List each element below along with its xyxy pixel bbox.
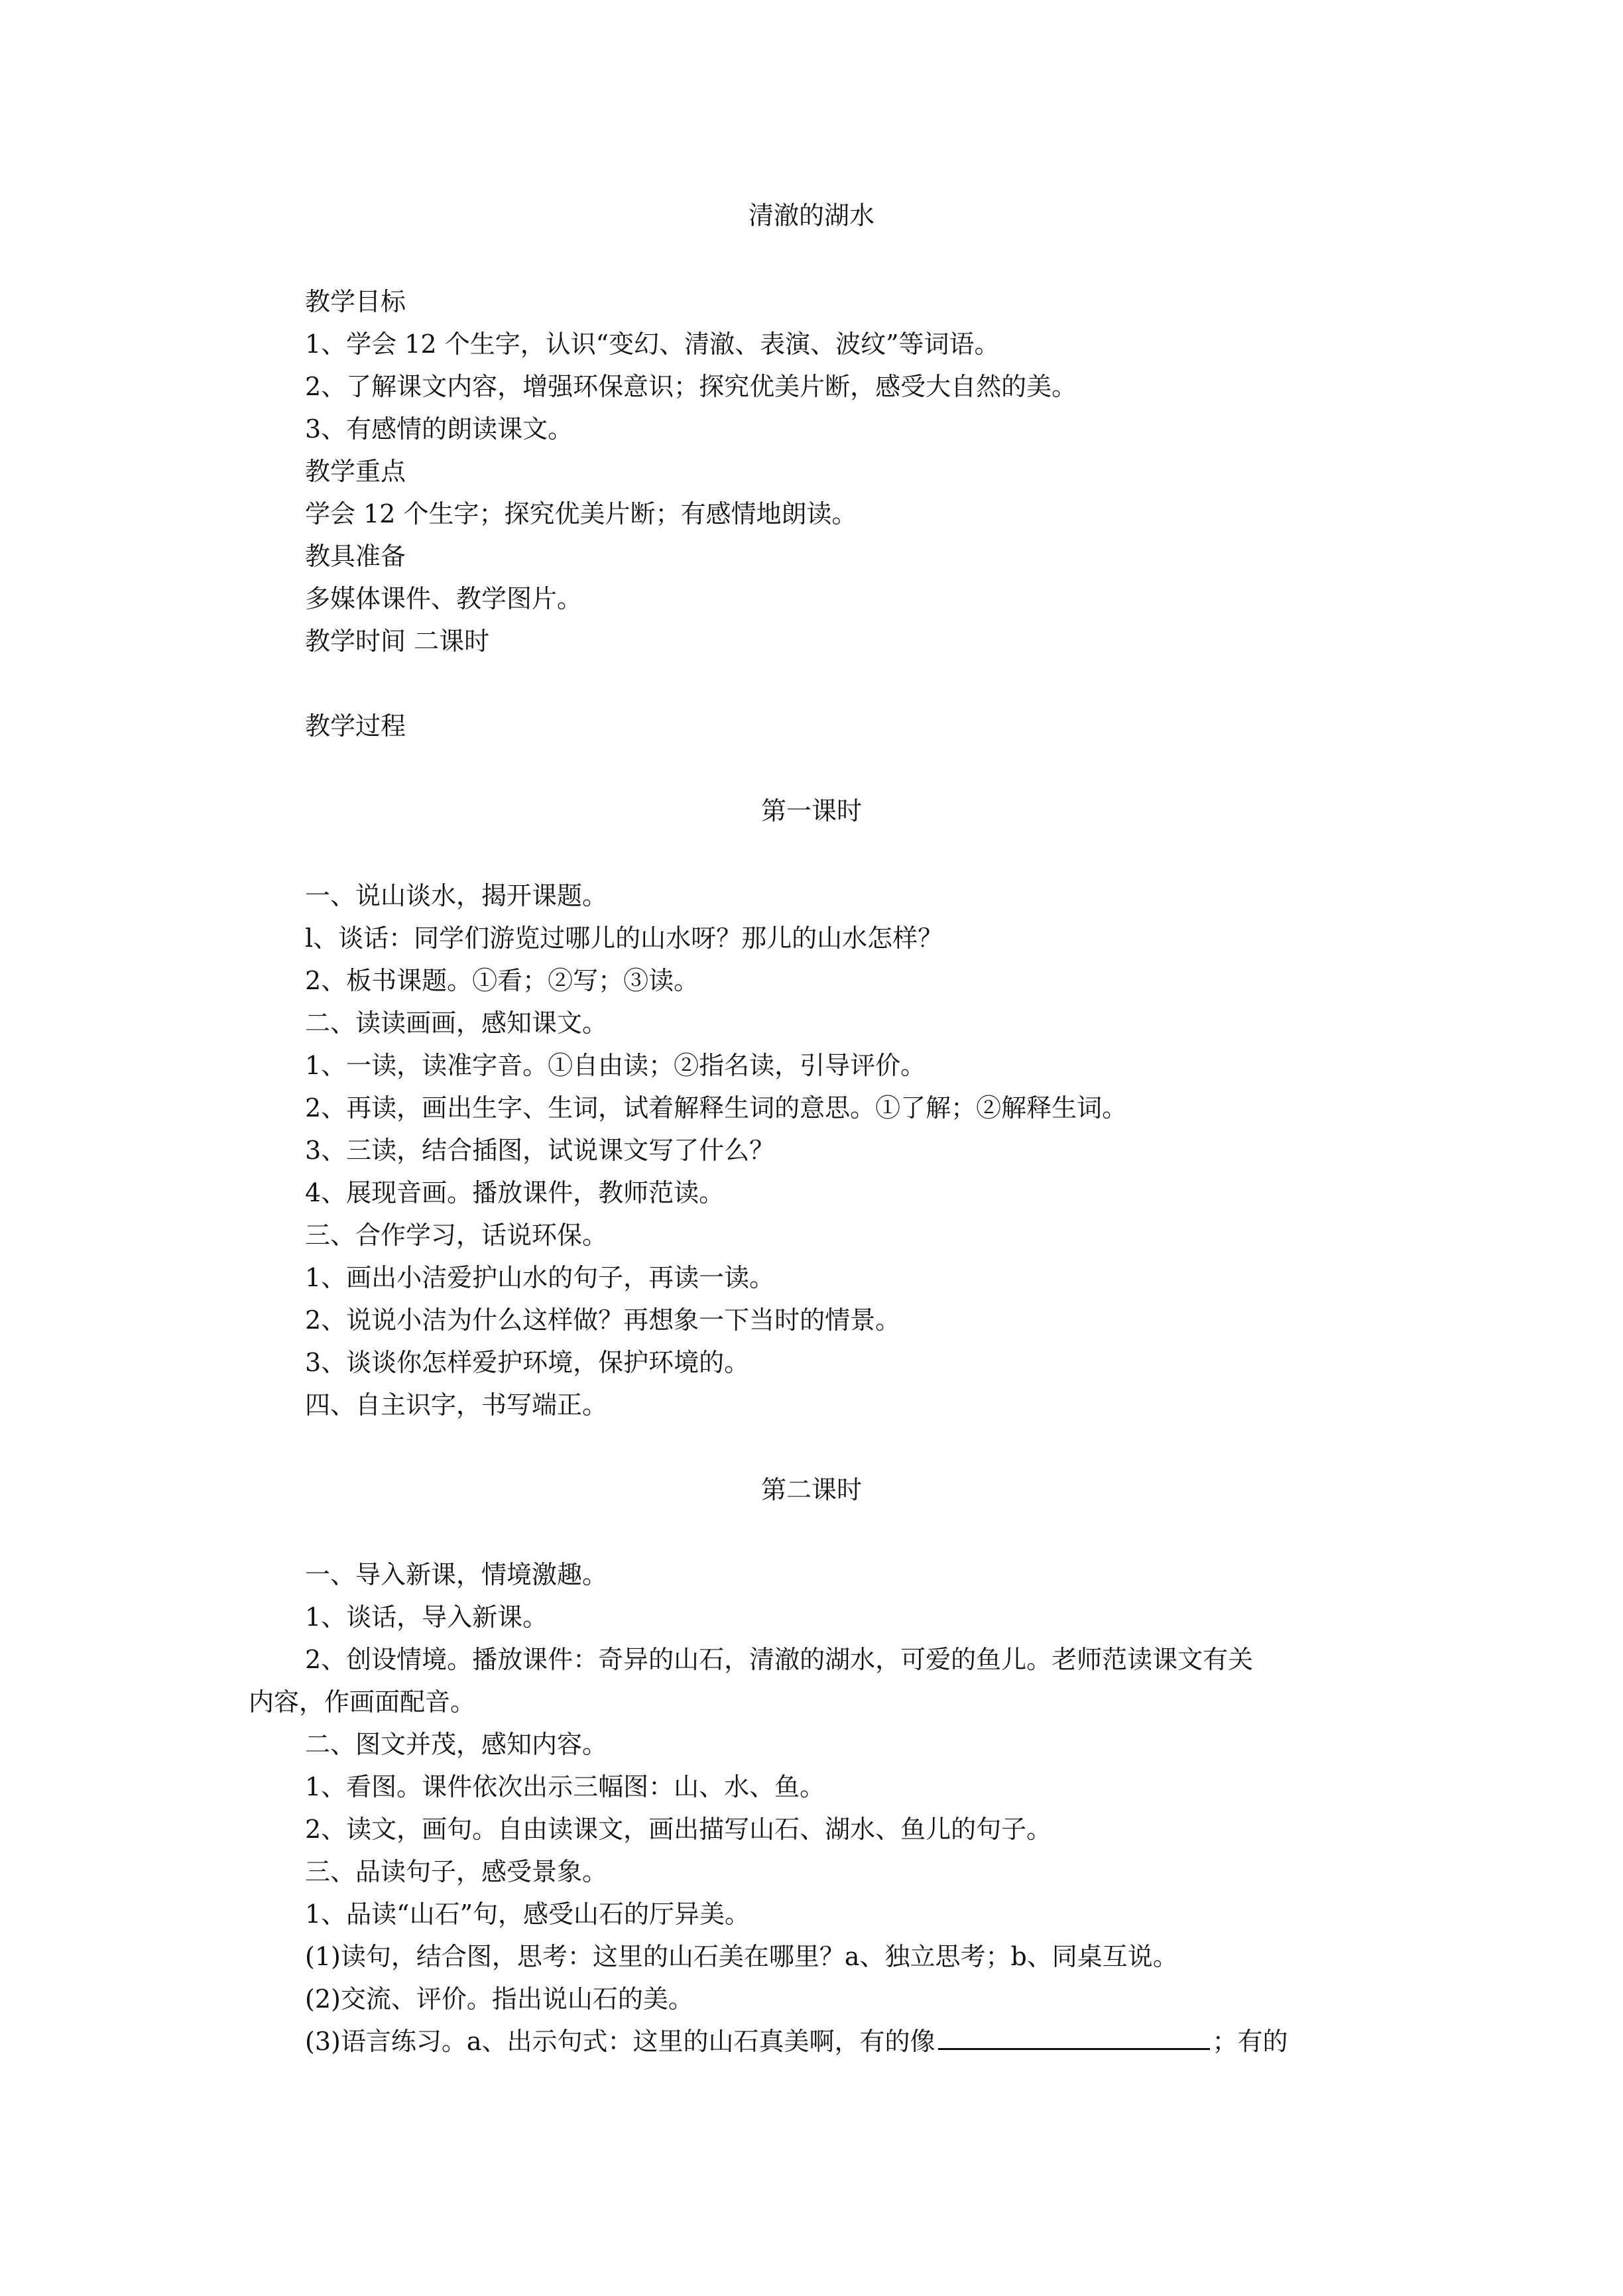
lesson2-line: 内容，作画面配音。 [249, 1687, 476, 1717]
time-text: 教学时间 二课时 [305, 627, 490, 656]
lesson1-line: 3、谈谈你怎样爱护环境，保护环境的。 [305, 1348, 750, 1377]
lesson1-line: l、谈话：同学们游览过哪儿的山水呀？那儿的山水怎样？ [305, 924, 943, 953]
lesson1-line: 3、三读，结合插图，试说课文写了什么？ [305, 1136, 775, 1165]
lesson2-line: 二、图文并茂，感知内容。 [305, 1730, 608, 1759]
lesson1-line: 二、读读画画，感知课文。 [305, 1008, 608, 1038]
lesson1-line: 三、合作学习，话说环保。 [305, 1221, 608, 1250]
focus-heading: 教学重点 [305, 457, 406, 486]
lesson2-line: (1)读句，结合图，思考：这里的山石美在哪里？a、独立思考；b、同桌互说。 [305, 1942, 1178, 1971]
lesson1-line: 2、板书课题。①看；②写；③读。 [305, 966, 699, 995]
lesson1-heading: 第一课时 [760, 796, 862, 825]
lesson1-line: 1、一读，读准字音。①自由读；②指名读，引导评价。 [305, 1051, 926, 1080]
exercise-continuation: ；有的 [1212, 2027, 1288, 2056]
lesson1-line: 一、说山谈水，揭开课题。 [305, 881, 608, 910]
lesson2-line: 1、看图。课件依次出示三幅图：山、水、鱼。 [305, 1772, 825, 1801]
focus-text: 学会 12 个生字；探究优美片断；有感情地朗读。 [305, 499, 857, 528]
lesson2-line: 三、品读句子，感受景象。 [305, 1857, 608, 1886]
lesson1-line: 2、说说小洁为什么这样做？再想象一下当时的情景。 [305, 1305, 901, 1335]
objectives-heading: 教学目标 [305, 287, 406, 316]
document-title: 清澈的湖水 [748, 201, 874, 230]
lesson2-line: 1、品读“山石”句，感受山石的厅异美。 [305, 1900, 751, 1929]
lesson1-line: 2、再读，画出生字、生词，试着解释生词的意思。①了解；②解释生词。 [305, 1093, 1128, 1122]
lesson2-line: 一、导入新课，情境激趣。 [305, 1560, 608, 1589]
lesson2-heading: 第二课时 [760, 1475, 862, 1504]
exercise-prompt: (3)语言练习。a、出示句式：这里的山石真美啊，有的像 [305, 2027, 935, 2056]
lesson1-line: 四、自主识字，书写端正。 [305, 1390, 608, 1420]
lesson1-line: 1、画出小洁爱护山水的句子，再读一读。 [305, 1263, 775, 1292]
objective-item: 3、有感情的朗读课文。 [305, 414, 573, 444]
lesson2-line: 2、读文，画句。自由读课文，画出描写山石、湖水、鱼儿的句子。 [305, 1815, 1052, 1844]
prep-heading: 教具准备 [305, 542, 406, 571]
lesson2-line: (2)交流、评价。指出说山石的美。 [305, 1984, 693, 2014]
lesson2-exercise-line [305, 2025, 1288, 2058]
objective-item: 1、学会 12 个生字，认识“变幻、清澈、表演、波纹”等词语。 [305, 330, 1000, 359]
process-heading: 教学过程 [305, 711, 406, 741]
objective-item: 2、了解课文内容，增强环保意识；探究优美片断，感受大自然的美。 [305, 372, 1077, 401]
fill-in-blank [938, 2028, 1210, 2050]
prep-text: 多媒体课件、教学图片。 [305, 584, 583, 613]
lesson2-line: 2、创设情境。播放课件：奇异的山石，清澈的湖水，可爱的鱼儿。老师范读课文有关 [305, 1645, 1254, 1674]
lesson2-line: 1、谈话，导入新课。 [305, 1602, 548, 1632]
lesson1-line: 4、展现音画。播放课件，教师范读。 [305, 1178, 725, 1207]
